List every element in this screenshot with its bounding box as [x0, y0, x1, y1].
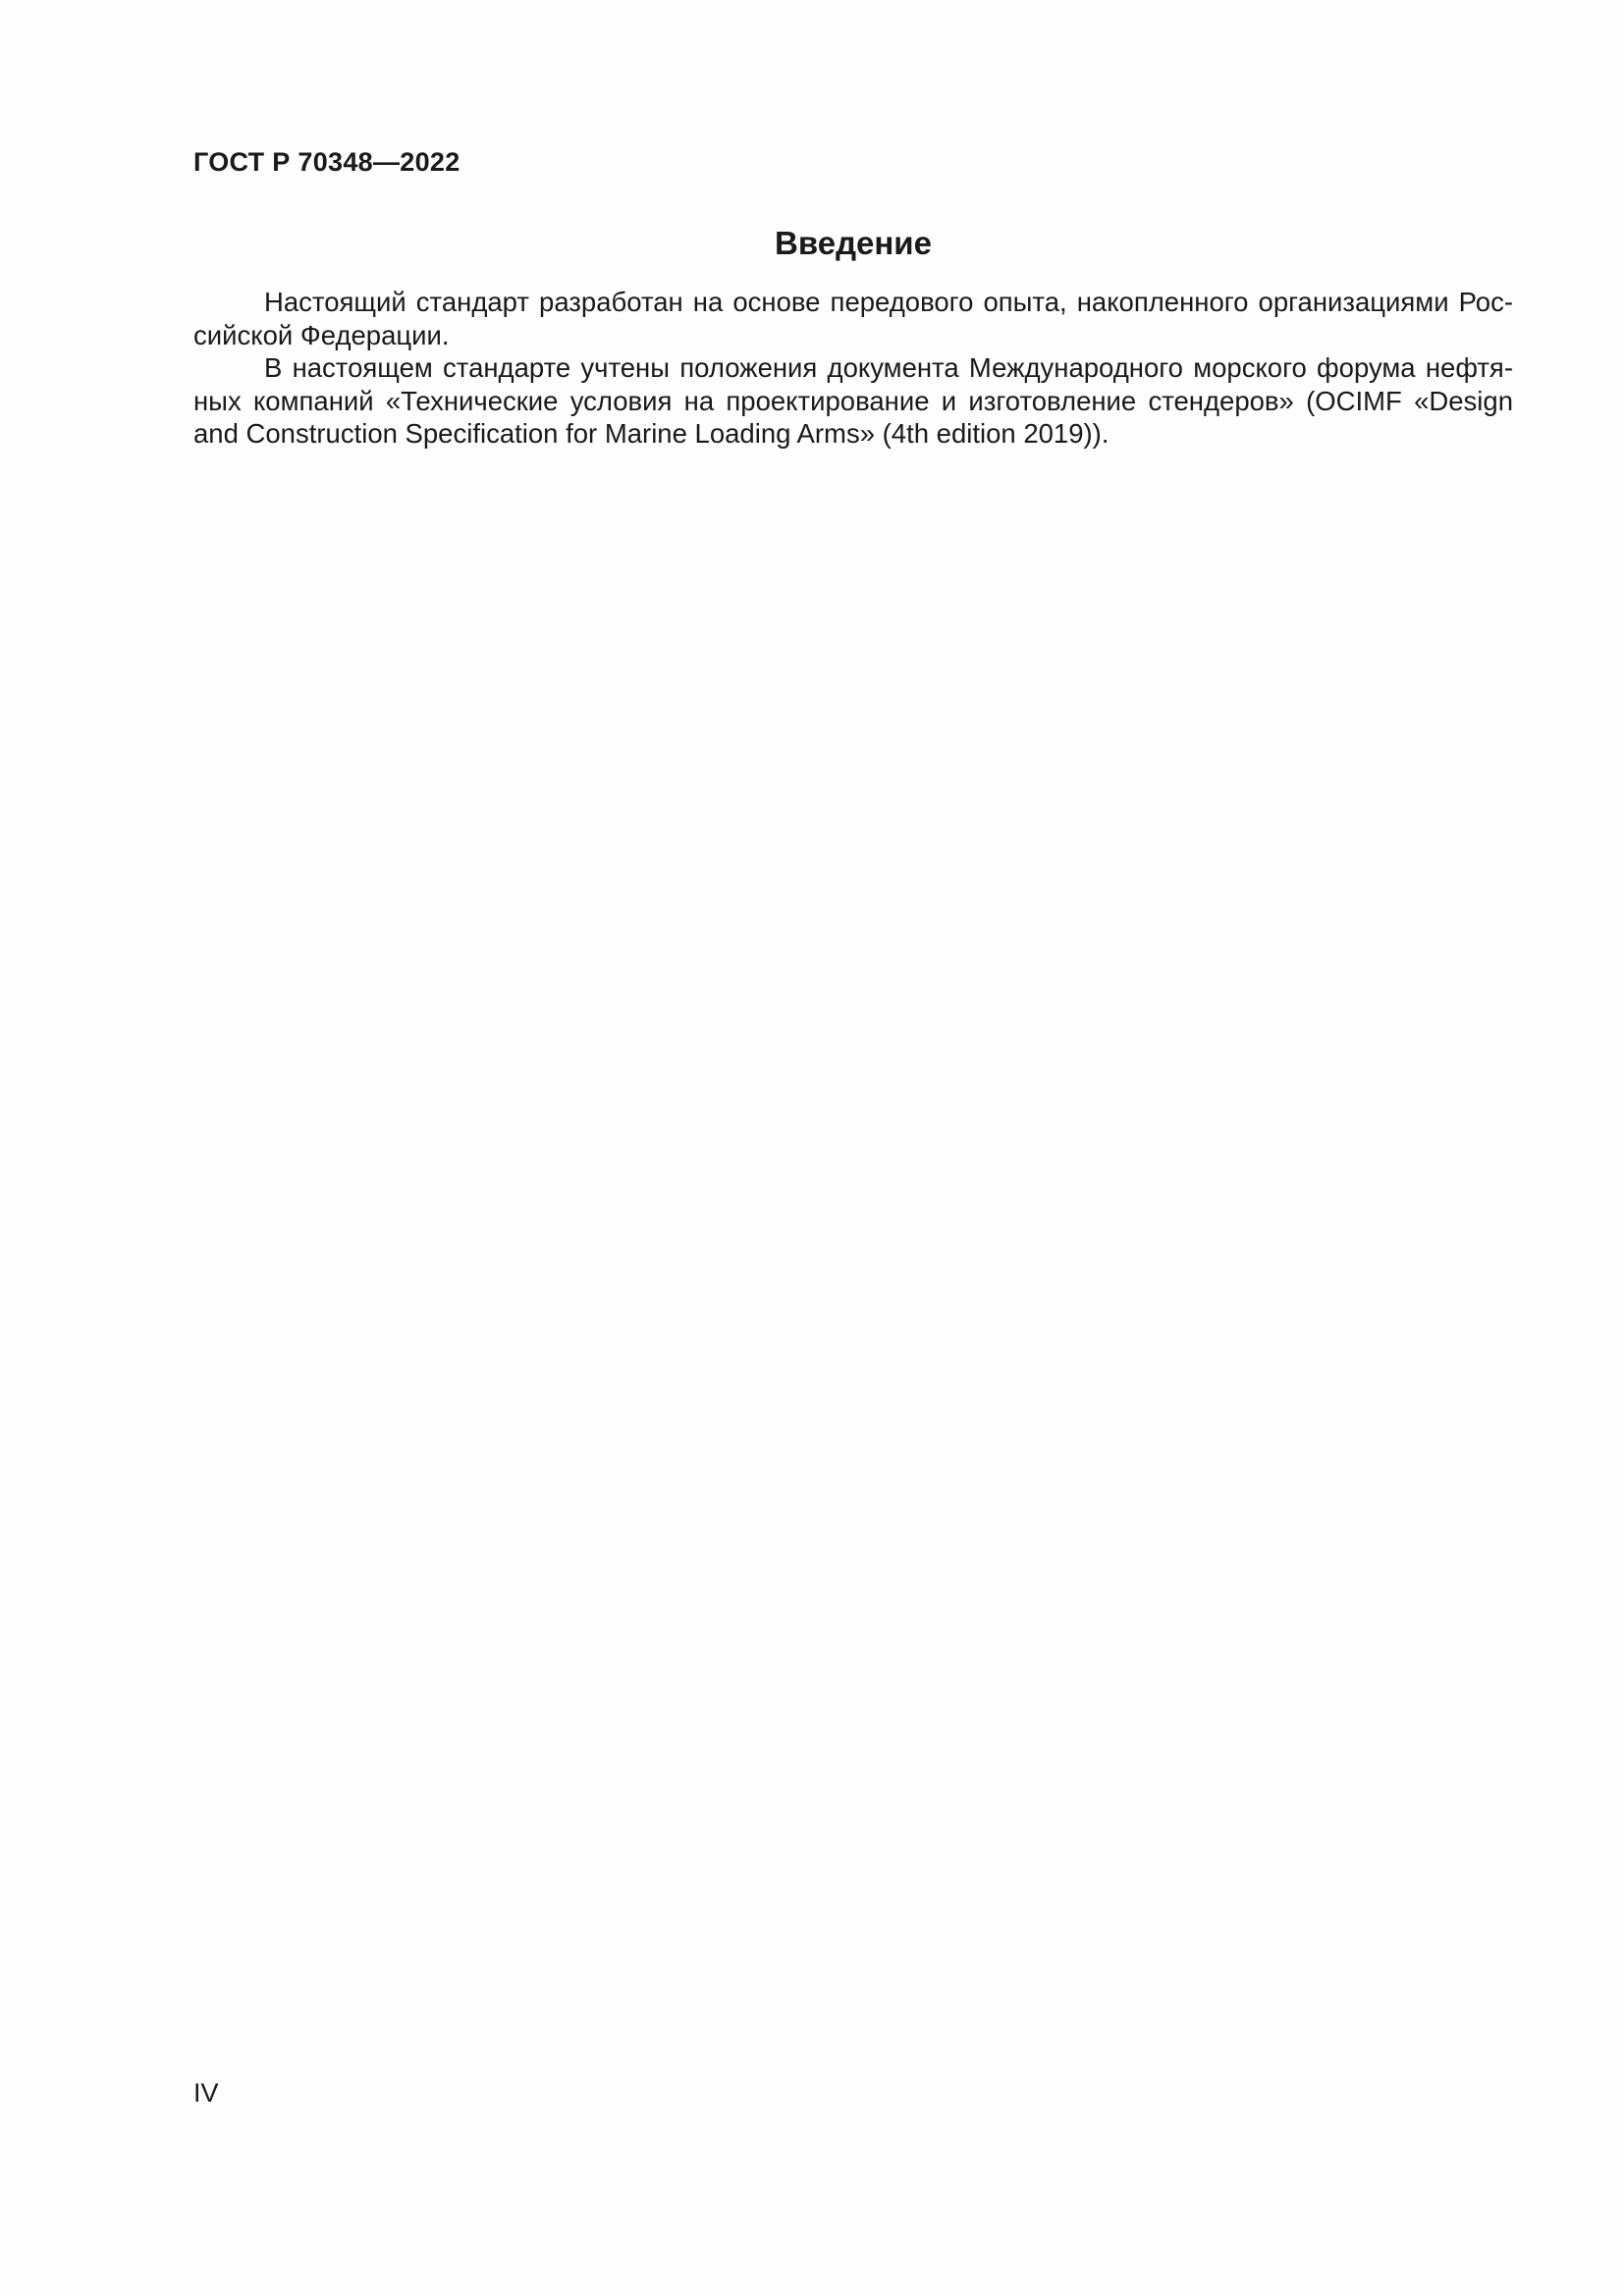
section-title: Введение: [775, 225, 932, 261]
paragraph-1: Настоящий стандарт разработан на основе передового опыта, накопленного организациями Российской Федерации.: [193, 287, 1513, 350]
document-code-header: ГОСТ Р 70348—2022: [193, 147, 460, 177]
paragraph-2: В настоящем стандарте учтены положения документа Международного морского форума нефтяных компаний «Технические условия на проектирование и изготовление стендеров» (OCIMF «Design and Construction Specification for Marine Loading Arms» (4th edition 2019)).: [193, 352, 1513, 449]
section-body: [193, 286, 1513, 451]
page-number: IV: [193, 2078, 219, 2108]
